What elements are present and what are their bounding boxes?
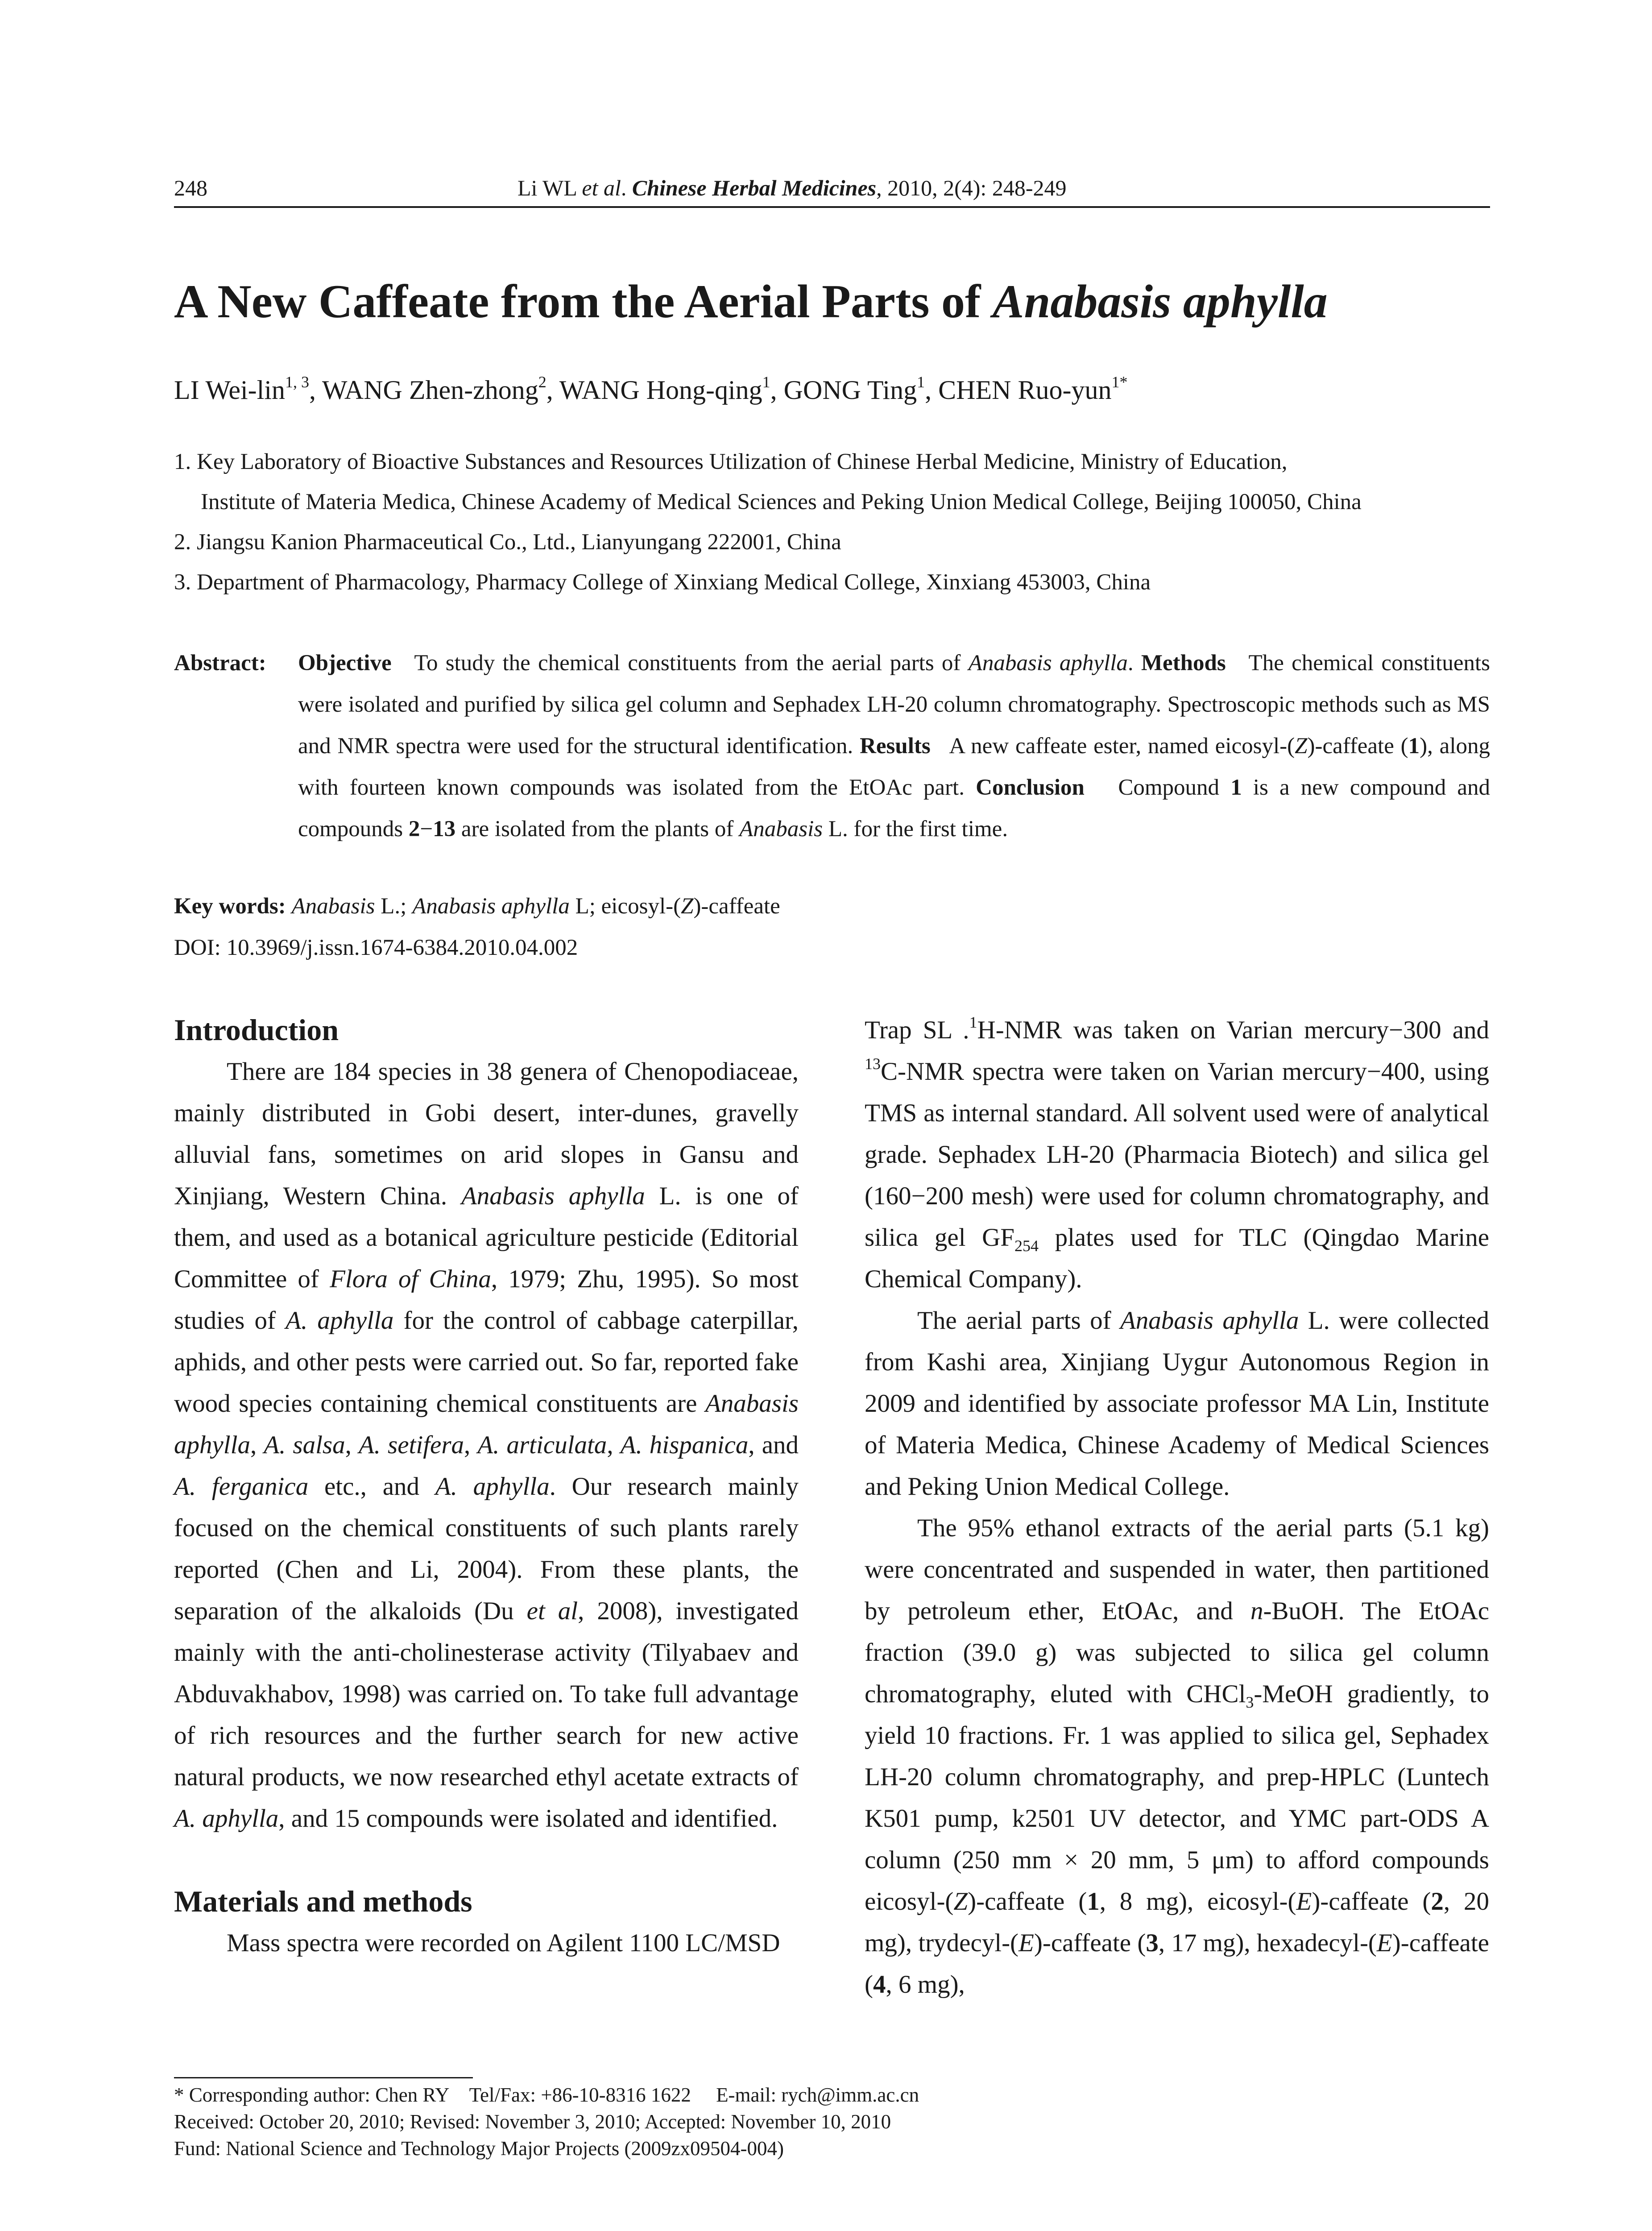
introduction-paragraph: There are 184 species in 38 genera of Chenopodiaceae, mainly distributed in Gobi desert, inter-dunes, gravelly alluvial fans, sometimes on arid slopes in Gansu and Xinjiang, Western China. Anabasis aphylla L. is one of them, and used as a botanical agriculture pesticide (Editorial Committee of Flora of China, 1979; Zhu, 1995). So most studies of A. aphylla for the control of cabbage caterpillar, aphids, and other pests were carried out. So far, reported fake wood species containing chemical constituents are Anabasis aphylla, A. salsa, A. setifera, A. articulata, A. hispanica, and A. ferganica etc., and A. aphylla. Our research mainly focused on the chemical constituents of such plants rarely reported (Chen and Li, 2004). From these plants, the separation of the alkaloids (Du et al, 2008), investigated mainly with the anti-cholinesterase activity (Tilyabaev and Abduvakhabov, 1998) was carried on. To take full advantage of rich resources and the further search for new active natural products, we now researched ethyl acetate extracts of A. aphylla, and 15 compounds were isolated and identified. bbox=[174, 1057, 799, 1833]
right-column bbox=[865, 1009, 1489, 2005]
affiliation-2: 2. Jiangsu Kanion Pharmaceutical Co., Ltd., Lianyungang 222001, China bbox=[174, 530, 841, 555]
introduction-heading: Introduction bbox=[174, 1013, 339, 1047]
footnotes bbox=[174, 2082, 1490, 2162]
author-list: LI Wei-lin$^{1, 3}$, WANG Zhen-zhong$^2$, WANG Hong-qing$^1$, GONG Ting$^1$, CHEN Ruo-yun$^{1*}$ bbox=[174, 373, 1128, 405]
paper-title: A New Caffeate from the Aerial Parts of Anabasis aphylla bbox=[174, 275, 1328, 328]
methods-paragraph-2: The aerial parts of Anabasis aphylla L. were collected from Kashi area, Xinjiang Uygur Autonomous Region in 2009 and identified by associate professor MA Lin, Institute of Materia Medica, Chinese Academy of Medical Sciences and Peking Union Medical College. bbox=[865, 1306, 1489, 1501]
methods-heading: Materials and methods bbox=[174, 1884, 472, 1918]
methods-paragraph-1-start: Mass spectra were recorded on Agilent 1100 LC/MSD bbox=[227, 1929, 780, 1957]
doi: DOI: 10.3969/j.issn.1674-6384.2010.04.002 bbox=[174, 935, 578, 960]
footnote-rule bbox=[174, 2077, 473, 2078]
affiliation-1-continued: Institute of Materia Medica, Chinese Academy of Medical Sciences and Peking Union Medical College, Beijing 100050, China bbox=[201, 489, 1362, 514]
affiliation-1: 1. Key Laboratory of Bioactive Substances and Resources Utilization of Chinese Herbal Medicine, Ministry of Education, bbox=[174, 449, 1288, 474]
methods-paragraph-1-continued: Trap SL .$^1$H-NMR was taken on Varian mercury−300 and $^{13}$C-NMR spectra were taken on Varian mercury−400, using TMS as internal standard. All solvent used were of analytical grade. Sephadex LH-20 (Pharmacia Biotech) and silica gel (160−200 mesh) were used for column chromatography, and silica gel $GF_{254}$ plates used for TLC (Qingdao Marine Chemical Company). bbox=[865, 1013, 1490, 1293]
abstract-label: Abstract: bbox=[174, 651, 266, 676]
affiliation-3: 3. Department of Pharmacology, Pharmacy College of Xinxiang Medical College, Xinxiang 453003, China bbox=[174, 570, 1151, 595]
header-rule bbox=[174, 206, 1490, 208]
page-number: 248 bbox=[174, 175, 207, 200]
methods-paragraph-3: The 95% ethanol extracts of the aerial parts (5.1 kg) were concentrated and suspended in water, then partitioned by petroleum ether, EtOAc, and n-BuOH. The EtOAc fraction (39.0 g) was subjected to silica gel column chromatography, eluted with CHCl$_3$-MeOH gradiently, to yield 10 fractions. Fr. 1 was applied to silica gel, Sephadex LH-20 column chromatography, and prep-HPLC (Luntech K501 pump, k2501 UV detector, and YMC part-ODS A column (250 mm × 20 mm, 5 μm) to afford compounds eicosyl-(Z)-caffeate (1, 8 mg), eicosyl-(E)-caffeate (2, 20 mg), trydecyl-(E)-caffeate (3, 17 mg), hexadecyl-(E)-caffeate (4, 6 mg), bbox=[865, 1514, 1490, 1999]
left-column bbox=[174, 1009, 799, 1964]
received-dates: Received: October 20, 2010; Revised: November 3, 2010; Accepted: November 10, 2010 bbox=[174, 2111, 891, 2133]
fund-note: Fund: National Science and Technology Major Projects (2009zx09504-004) bbox=[174, 2137, 784, 2160]
keywords: Key words: Anabasis L.; Anabasis aphylla L; eicosyl-(Z)-caffeate bbox=[174, 894, 780, 919]
corresponding-author-note: * Corresponding author: Chen RY Tel/Fax: +86-10-8316 1622 E-mail: rych@imm.ac.cn bbox=[174, 2084, 919, 2106]
running-title: Li WL et al. Chinese Herbal Medicines, 2010, 2(4): 248-249 bbox=[518, 175, 1067, 200]
abstract-body: Objective To study the chemical constituents from the aerial parts of Anabasis aphylla. Methods The chemical constituents were isolated and purified by silica gel column and Sephadex LH-20 column chromatography. Spectroscopic methods such as MS and NMR spectra were used for the structural identification. Results A new caffeate ester, named eicosyl-(Z)-caffeate (1), along with fourteen known compounds was isolated from the EtOAc part. Conclusion Compound 1 is a new compound and compounds 2−13 are isolated from the plants of Anabasis L. for the first time. bbox=[298, 651, 1491, 842]
